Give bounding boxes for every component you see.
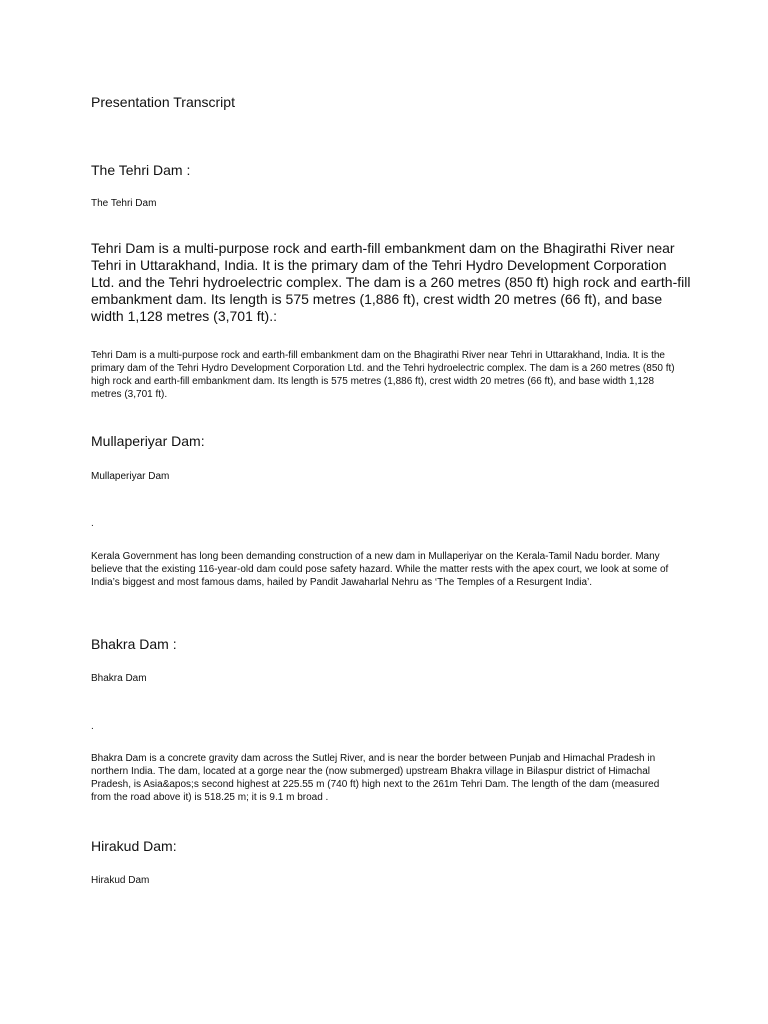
section-caption-mullaperiyar: Mullaperiyar Dam bbox=[91, 471, 170, 482]
page-title: Presentation Transcript bbox=[91, 94, 235, 110]
section-body-mullaperiyar: Kerala Government has long been demanding construction of a new dam in Mullaperiyar on the Kerala-Tamil Nadu border. Many believe that the existing 116-year-old dam could pose safety hazard. While the matter rests with the apex court, we look at some of India’s biggest and most famous dams, hailed by Pandit Jawaharlal Nehru as ‘The Temples of a Resurgent India’. bbox=[91, 551, 669, 588]
section-caption-bhakra: Bhakra Dam bbox=[91, 673, 147, 684]
section-body-tehri: Tehri Dam is a multi-purpose rock and earth-fill embankment dam on the Bhagirathi River near Tehri in Uttarakhand, India. It is the primary dam of the Tehri Hydro Development Corporation Ltd. and the Tehri hydroelectric complex. The dam is a 260 metres (850 ft) high rock and earth-fill embankment dam. Its length is 575 metres (1,886 ft), crest width 20 metres (66 ft), and base width 1,128 metres (3,701 ft). bbox=[91, 350, 675, 400]
section-heading-mullaperiyar: Mullaperiyar Dam: bbox=[91, 433, 205, 449]
section-caption-hirakud: Hirakud Dam bbox=[91, 875, 150, 886]
section-lead-tehri: Tehri Dam is a multi-purpose rock and earth-fill embankment dam on the Bhagirathi River near Tehri in Uttarakhand, India. It is the primary dam of the Tehri Hydro Development Corporation Ltd. and the Tehri hydroelectric complex. The dam is a 260 metres (850 ft) high rock and earth-fill embankment dam. Its length is 575 metres (1,886 ft), crest width 20 metres (66 ft), and base width 1,128 metres (3,701 ft).: bbox=[91, 240, 691, 324]
section-heading-bhakra: Bhakra Dam : bbox=[91, 636, 177, 652]
section-heading-hirakud: Hirakud Dam: bbox=[91, 838, 177, 854]
section-dot-bhakra: . bbox=[91, 721, 94, 732]
section-heading-tehri: The Tehri Dam : bbox=[91, 162, 191, 178]
section-dot-mullaperiyar: . bbox=[91, 518, 94, 529]
section-body-bhakra: Bhakra Dam is a concrete gravity dam across the Sutlej River, and is near the border between Punjab and Himachal Pradesh in northern India. The dam, located at a gorge near the (now submerged) upstream Bhakra village in Bilaspur district of Himachal Pradesh, is Asia&apos;s second highest at 225.55 m (740 ft) high next to the 261m Tehri Dam. The length of the dam (measured from the road above it) is 518.25 m; it is 9.1 m broad . bbox=[91, 753, 660, 803]
section-caption-tehri: The Tehri Dam bbox=[91, 198, 157, 209]
